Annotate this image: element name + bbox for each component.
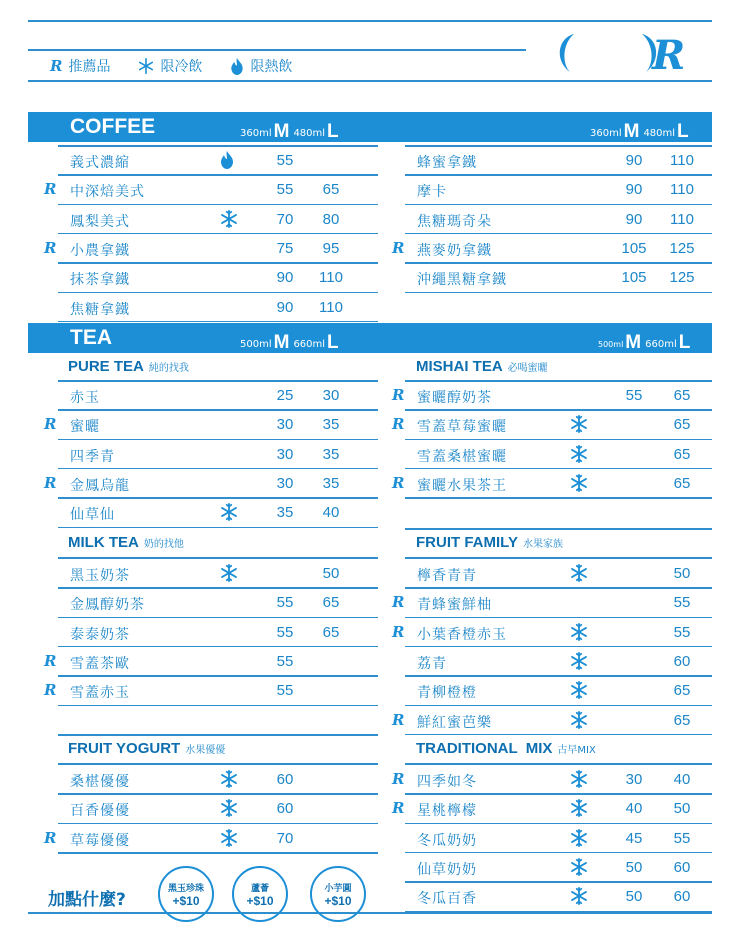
recommended-icon: R <box>392 238 405 257</box>
fruit-yogurt-title: FRUIT YOGURT <box>68 740 181 757</box>
item-name: 百香優優 <box>70 803 130 820</box>
addon-name: 小芋圓 <box>324 883 352 894</box>
snowflake-icon <box>570 445 588 467</box>
row-rule <box>58 321 378 323</box>
legend-cold <box>138 56 202 76</box>
price-m: 55 <box>276 652 294 670</box>
menu-item-row <box>0 263 730 292</box>
item-name: 雪蓋茶歐 <box>70 655 130 672</box>
svg-text:R: R <box>652 32 686 76</box>
size-m: M <box>273 332 290 353</box>
legend-recommended <box>50 56 110 76</box>
item-name: 星桃檸檬 <box>417 803 477 820</box>
menu-item-row <box>0 647 730 676</box>
item-name: 仙草奶奶 <box>417 861 477 878</box>
size-l: L <box>327 121 339 142</box>
fruit-yogurt-header <box>68 740 225 757</box>
size-m: M <box>273 121 290 142</box>
size-ml: 480ml <box>643 128 676 139</box>
price-l: 110 <box>670 181 694 199</box>
item-name: 青蜂蜜鮮柚 <box>417 597 492 614</box>
item-name: 黑玉奶茶 <box>70 568 130 584</box>
recommended-icon: R <box>392 473 405 492</box>
fruit-family-header <box>416 534 563 551</box>
header-rule <box>28 49 526 51</box>
recommended-icon: R <box>392 770 405 788</box>
bottom-rule <box>28 912 712 914</box>
size-m: M <box>623 121 640 142</box>
menu-item-row <box>0 440 730 469</box>
menu-item-row <box>0 469 730 498</box>
row-rule <box>405 497 712 499</box>
price-l: 65 <box>322 594 340 612</box>
item-name: 冬瓜百香 <box>417 891 477 908</box>
price-m: 45 <box>625 829 643 847</box>
row-rule <box>58 527 378 529</box>
price-m: 90 <box>625 210 643 228</box>
snowflake-icon <box>570 770 588 792</box>
tea-sizes-right <box>598 331 694 353</box>
size-l: L <box>327 332 339 353</box>
snowflake-icon <box>570 415 588 437</box>
recommended-icon: R <box>392 415 405 434</box>
menu-item-row <box>0 146 730 175</box>
snowflake-icon <box>220 503 238 525</box>
mishai-tea-header <box>416 358 548 375</box>
addon-name: 蘆薈 <box>250 883 269 894</box>
price-l: 65 <box>322 623 340 641</box>
snowflake-icon <box>570 829 588 851</box>
menu-item-row <box>0 853 730 882</box>
price-l: 55 <box>673 829 691 847</box>
item-name: 青柳橙橙 <box>417 685 477 702</box>
top-rule <box>28 20 712 22</box>
price-l: 125 <box>669 269 695 287</box>
size-l: L <box>677 121 689 142</box>
price-l: 125 <box>669 239 695 257</box>
traditional-mix-header <box>416 740 596 757</box>
price-l: 40 <box>673 771 691 788</box>
row-rule <box>58 734 378 736</box>
item-name: 焦糖瑪奇朵 <box>417 213 492 230</box>
price-l: 50 <box>673 800 691 818</box>
addon-aloe <box>232 866 288 922</box>
size-ml: 480ml <box>293 128 326 139</box>
item-name: 荔青 <box>417 655 447 672</box>
recommended-icon: R <box>44 651 57 670</box>
price-m: 70 <box>276 829 294 847</box>
recommended-icon: R <box>44 828 57 847</box>
coffee-sizes-left <box>240 120 343 142</box>
addon-title: 加點什麼? <box>48 890 126 910</box>
item-name: 桑椹優優 <box>70 774 130 790</box>
price-m: 90 <box>625 152 643 169</box>
menu-item-row <box>0 410 730 439</box>
snowflake-icon <box>570 681 588 703</box>
recommended-icon: R <box>44 415 57 434</box>
legend-recommended-label: 推薦品 <box>68 59 111 75</box>
item-name: 義式濃縮 <box>70 155 130 171</box>
snowflake-icon <box>570 799 588 821</box>
milk-tea-title: MILK TEA <box>68 534 139 551</box>
price-m: 55 <box>276 594 294 612</box>
size-ml: 360ml <box>590 128 622 139</box>
price-l: 65 <box>673 445 691 463</box>
row-rule <box>405 292 712 294</box>
price-l: 60 <box>673 888 691 906</box>
item-name: 雪蓋赤玉 <box>70 685 130 702</box>
item-name: 四季如冬 <box>417 774 477 790</box>
price-m: 55 <box>276 152 294 169</box>
pure-tea-sub: 純的找我 <box>148 363 189 374</box>
price-l: 65 <box>322 181 340 199</box>
recommended-icon: R <box>50 57 63 75</box>
item-name: 摩卡 <box>417 184 447 201</box>
item-name: 蜜曬水果茶王 <box>417 477 507 494</box>
menu-item-row <box>0 618 730 647</box>
price-l: 65 <box>673 387 691 404</box>
hot-icon <box>230 58 244 75</box>
price-l: 110 <box>319 269 343 287</box>
snowflake-icon <box>138 58 154 74</box>
recommended-icon: R <box>44 473 57 492</box>
price-l: 65 <box>673 416 691 434</box>
price-l: 55 <box>673 594 691 612</box>
price-m: 50 <box>625 888 643 906</box>
item-name: 赤玉 <box>70 390 100 406</box>
price-l: 40 <box>322 504 340 522</box>
mishai-tea-title: MISHAI TEA <box>416 358 503 375</box>
size-ml: 660ml <box>645 339 677 350</box>
item-name: 雪蓋桑椹蜜曬 <box>417 448 507 465</box>
menu-item-row <box>0 676 730 705</box>
milk-tea-header <box>68 534 184 551</box>
item-name: 焦糖拿鐵 <box>70 301 130 318</box>
recommended-icon: R <box>44 681 57 700</box>
recommended-icon: R <box>392 593 405 612</box>
price-l: 50 <box>673 565 691 582</box>
addon-pearl <box>158 866 214 922</box>
pure-tea-header <box>68 358 189 375</box>
recommended-icon: R <box>392 622 405 641</box>
addon-taro <box>310 866 366 922</box>
item-name: 燕麥奶拿鐵 <box>417 242 492 259</box>
size-ml: 660ml <box>293 339 326 350</box>
price-m: 55 <box>276 623 294 641</box>
price-m: 30 <box>625 771 643 788</box>
price-m: 90 <box>276 298 294 316</box>
fruit-family-sub: 水果家族 <box>522 539 563 550</box>
price-l: 60 <box>673 652 691 670</box>
size-l: L <box>678 332 691 353</box>
recommended-icon: R <box>392 799 405 818</box>
pure-tea-title: PURE TEA <box>68 358 144 375</box>
price-l: 110 <box>319 298 343 316</box>
snowflake-icon <box>570 711 588 733</box>
price-m: 55 <box>625 387 643 404</box>
item-name: 小農拿鐵 <box>70 242 130 259</box>
item-name: 檸香青青 <box>417 568 477 584</box>
coffee-title: COFFEE <box>70 115 156 138</box>
item-name: 沖繩黑糖拿鐵 <box>417 272 507 289</box>
item-name: 中深焙美式 <box>70 184 145 201</box>
price-l: 95 <box>322 239 340 257</box>
item-name: 仙草仙 <box>70 507 115 524</box>
menu-item-row <box>0 293 730 322</box>
price-m: 90 <box>276 269 294 287</box>
price-l: 55 <box>673 623 691 641</box>
price-l: 65 <box>673 682 691 700</box>
menu-item-row <box>0 175 730 204</box>
item-name: 鮮紅蜜芭樂 <box>417 714 492 731</box>
recommended-icon: R <box>44 180 57 199</box>
menu-item-row <box>0 559 730 588</box>
price-l: 35 <box>322 474 340 492</box>
price-m: 90 <box>625 181 643 199</box>
row-rule <box>405 734 712 736</box>
addon-price: +$10 <box>172 893 200 908</box>
menu-item-row <box>0 765 730 794</box>
fruit-yogurt-sub: 水果優優 <box>185 745 226 756</box>
traditional-mix-sub: 古早MIX <box>557 745 596 756</box>
item-name: 小葉香橙赤玉 <box>417 626 507 643</box>
menu-item-row <box>0 498 730 527</box>
price-m: 30 <box>276 445 294 463</box>
snowflake-icon <box>570 623 588 645</box>
price-m: 25 <box>276 387 294 404</box>
snowflake-icon <box>570 652 588 674</box>
price-l: 50 <box>322 565 340 582</box>
price-l: 65 <box>673 711 691 729</box>
price-m: 105 <box>621 239 647 257</box>
menu-item-row <box>0 824 730 853</box>
menu-item-row <box>0 706 730 735</box>
price-l: 80 <box>322 210 340 228</box>
price-m: 105 <box>621 269 647 287</box>
price-l: 110 <box>670 152 694 169</box>
price-m: 70 <box>276 210 294 228</box>
addon-price: +$10 <box>246 893 274 908</box>
price-l: 65 <box>673 474 691 492</box>
milk-tea-sub: 奶的找他 <box>143 539 184 550</box>
price-m: 40 <box>625 800 643 818</box>
item-name: 蜜曬醇奶茶 <box>417 390 492 406</box>
traditional-mix-title: TRADITIONAL MIX <box>416 740 553 757</box>
size-m: M <box>625 332 642 353</box>
snowflake-icon <box>570 474 588 496</box>
logo-mark <box>548 30 708 76</box>
tea-sizes-left <box>240 331 343 353</box>
recommended-icon: R <box>392 710 405 729</box>
size-ml: 360ml <box>240 128 272 139</box>
price-l: 35 <box>322 445 340 463</box>
legend-hot <box>230 56 292 76</box>
price-m: 75 <box>276 239 294 257</box>
price-m: 35 <box>276 504 294 522</box>
fruit-family-title: FRUIT FAMILY <box>416 534 518 551</box>
coffee-sizes-right <box>590 120 693 142</box>
legend-bottom-rule <box>28 80 712 82</box>
menu-item-row <box>0 588 730 617</box>
price-l: 110 <box>670 210 694 228</box>
price-m: 50 <box>625 858 643 876</box>
size-ml: 500ml <box>598 340 624 349</box>
item-name: 抹茶拿鐵 <box>70 272 130 289</box>
price-m: 55 <box>276 682 294 700</box>
item-name: 草莓優優 <box>70 832 130 849</box>
addon-name: 黑玉珍珠 <box>167 883 204 894</box>
item-name: 金鳳烏龍 <box>70 477 130 494</box>
item-name: 蜂蜜拿鐵 <box>417 155 477 171</box>
snowflake-icon <box>570 564 588 586</box>
price-m: 55 <box>276 181 294 199</box>
row-rule <box>58 852 378 854</box>
size-ml: 500ml <box>240 339 272 350</box>
item-name: 泰泰奶茶 <box>70 626 130 643</box>
price-m: 60 <box>276 800 294 818</box>
item-name: 鳳梨美式 <box>70 213 130 230</box>
menu-item-row <box>0 381 730 410</box>
item-name: 金鳳醇奶茶 <box>70 597 145 614</box>
price-m: 30 <box>276 416 294 434</box>
snowflake-icon <box>570 887 588 909</box>
price-l: 30 <box>322 387 340 404</box>
price-l: 60 <box>673 858 691 876</box>
row-rule <box>405 528 712 530</box>
menu-item-row <box>0 794 730 823</box>
item-name: 雪蓋草莓蜜曬 <box>417 419 507 436</box>
price-m: 30 <box>276 474 294 492</box>
snowflake-icon <box>570 858 588 880</box>
price-m: 60 <box>276 771 294 788</box>
item-name: 冬瓜奶奶 <box>417 832 477 849</box>
addon-price: +$10 <box>324 893 352 908</box>
recommended-icon: R <box>392 386 405 404</box>
brand-logo <box>548 30 708 76</box>
menu-item-row <box>0 205 730 234</box>
item-name: 蜜曬 <box>70 419 100 436</box>
menu-item-row <box>0 234 730 263</box>
mishai-tea-sub: 必喝蜜曬 <box>507 363 548 374</box>
legend <box>50 56 320 76</box>
legend-cold-label: 限冷飲 <box>160 59 203 75</box>
legend-hot-label: 限熱飲 <box>250 59 293 75</box>
price-l: 35 <box>322 416 340 434</box>
recommended-icon: R <box>44 238 57 257</box>
coffee-band <box>28 112 712 142</box>
tea-band <box>28 323 712 353</box>
item-name: 四季青 <box>70 448 115 465</box>
tea-title: TEA <box>70 326 112 349</box>
